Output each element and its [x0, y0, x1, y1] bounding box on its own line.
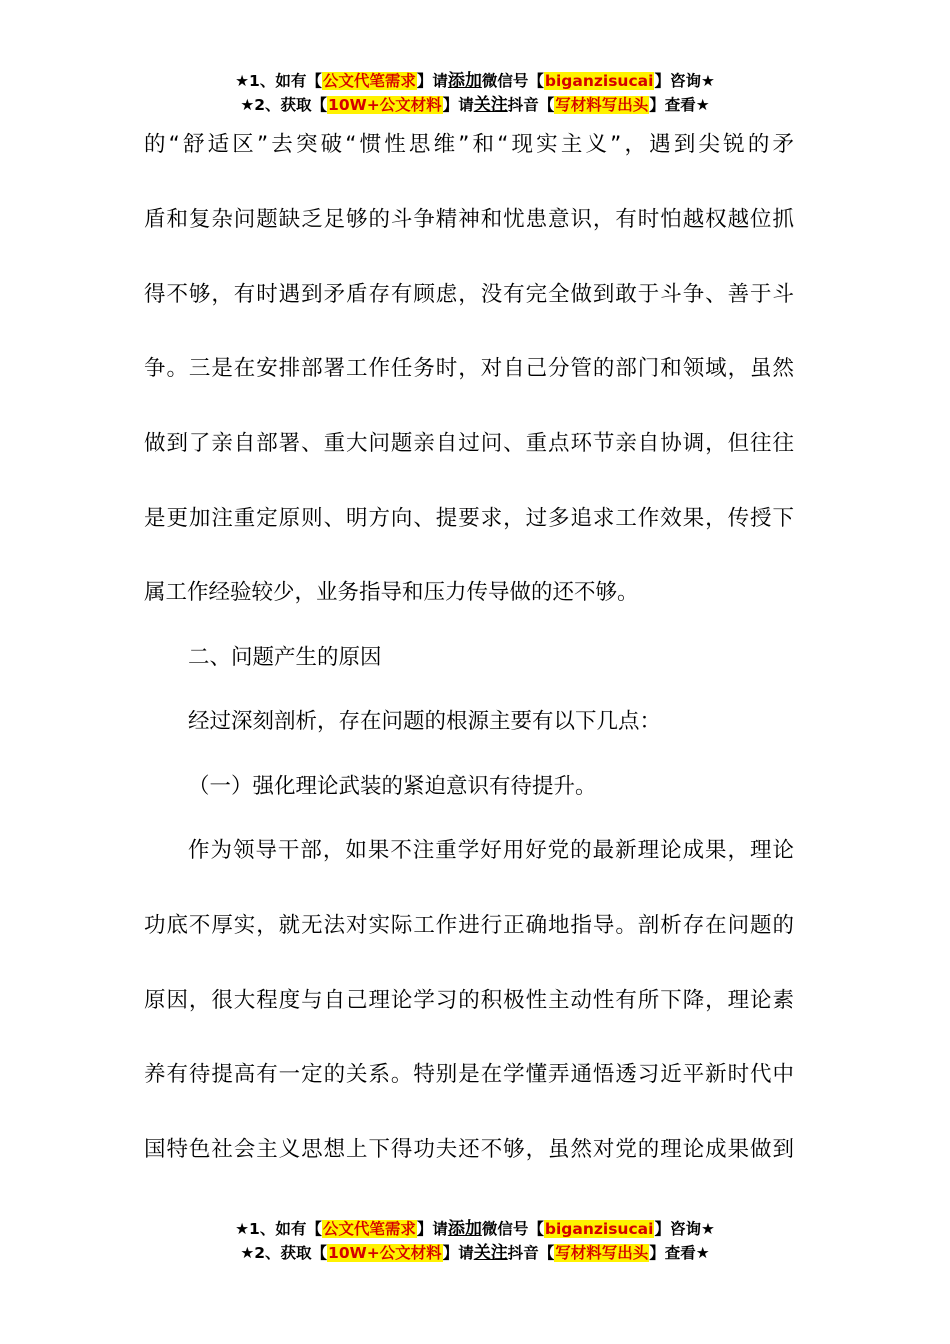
body-line: 原因，很大程度与自己理论学习的积极性主动性有所下降，理论素	[144, 988, 794, 1013]
banner-line-1	[0, 69, 950, 93]
body-line: 经过深刻剖析，存在问题的根源主要有以下几点：	[188, 709, 662, 734]
banner-text: 】请	[416, 72, 448, 90]
banner-line-2	[0, 93, 950, 117]
body-line: 盾和复杂问题缺乏足够的斗争精神和忧患意识，有时怕越权越位抓	[144, 207, 794, 232]
body-line: 得不够，有时遇到矛盾存有顾虑，没有完全做到敢于斗争、善于斗	[144, 282, 794, 307]
banner-highlight: 公文代笔需求	[322, 1220, 416, 1238]
banner-text: 】查看★	[649, 1244, 710, 1262]
banner-underlined: 关注	[473, 1243, 508, 1263]
banner-text: ★1、如有【	[235, 1220, 322, 1238]
banner-text: ★2、获取【	[240, 96, 328, 114]
body-line: 做到了亲自部署、重大问题亲自过问、重点环节亲自协调，但往往	[144, 431, 794, 456]
banner-text: 】请	[442, 96, 474, 114]
header-banner	[0, 69, 950, 117]
banner-underlined: 添加	[447, 1219, 482, 1239]
banner-underlined: 添加	[447, 71, 482, 91]
footer-banner	[0, 1217, 950, 1265]
body-line: 是更加注重定原则、明方向、提要求，过多追求工作效果，传授下	[144, 506, 794, 531]
banner-highlight: biganzisucai	[544, 72, 654, 90]
body-line: 属工作经验较少，业务指导和压力传导做的还不够。	[144, 580, 639, 605]
banner-text: 抖音【	[507, 1244, 555, 1262]
banner-text: 】请	[442, 1244, 474, 1262]
banner-highlight: 写材料写出头	[555, 1244, 649, 1262]
banner-text: ★1、如有【	[235, 72, 322, 90]
banner-highlight: 写材料写出头	[555, 96, 649, 114]
body-line: 养有待提高有一定的关系。特别是在学懂弄通悟透习近平新时代中	[144, 1062, 794, 1087]
subsection-heading: （一）强化理论武装的紧迫意识有待提升。	[188, 774, 597, 799]
body-line: 的“舒适区”去突破“惯性思维”和“现实主义”，遇到尖锐的矛	[144, 132, 794, 157]
body-line: 功底不厚实，就无法对实际工作进行正确地指导。剖析存在问题的	[144, 913, 794, 938]
banner-highlight: 10W+公文材料	[328, 96, 442, 114]
banner-line-1	[0, 1217, 950, 1241]
section-heading: 二、问题产生的原因	[188, 645, 382, 670]
banner-text: 微信号【	[481, 72, 544, 90]
banner-text: 】咨询★	[654, 1220, 715, 1238]
banner-highlight: biganzisucai	[544, 1220, 654, 1238]
banner-text: 】咨询★	[654, 72, 715, 90]
banner-text: ★2、获取【	[240, 1244, 328, 1262]
banner-text: 】查看★	[649, 96, 710, 114]
banner-text: 微信号【	[481, 1220, 544, 1238]
banner-text: 抖音【	[507, 96, 555, 114]
banner-highlight: 10W+公文材料	[328, 1244, 442, 1262]
body-line: 国特色社会主义思想上下得功夫还不够，虽然对党的理论成果做到	[144, 1137, 794, 1162]
body-line: 作为领导干部，如果不注重学好用好党的最新理论成果，理论	[188, 838, 794, 863]
banner-text: 】请	[416, 1220, 448, 1238]
banner-underlined: 关注	[473, 95, 508, 115]
body-line: 争。三是在安排部署工作任务时，对自己分管的部门和领域，虽然	[144, 356, 794, 381]
banner-line-2	[0, 1241, 950, 1265]
banner-highlight: 公文代笔需求	[322, 72, 416, 90]
